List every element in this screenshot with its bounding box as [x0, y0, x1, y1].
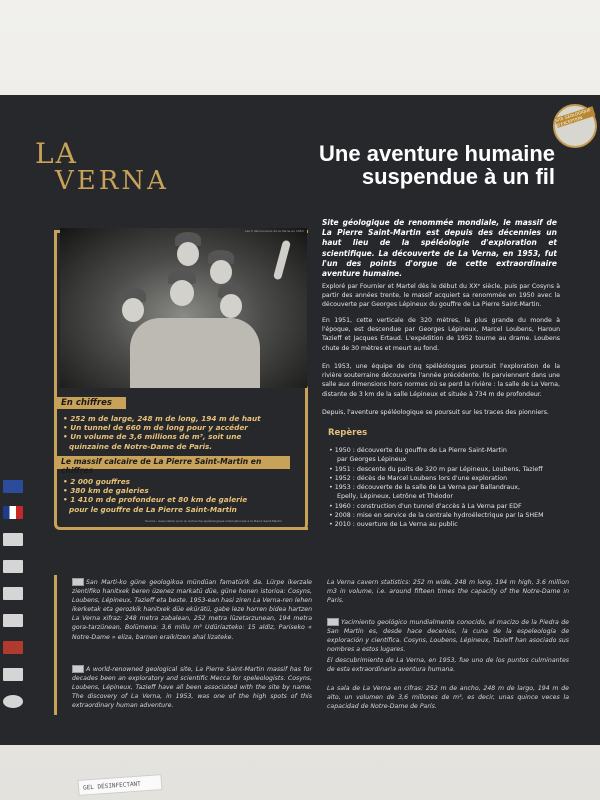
- basque-text: San Marti-ko güne geologikoa mündüan famatürik da. Lürpe ikerzale zientifiko hanitxek beren üzenez markatü düe, güne honen istorioa: Cosyns, Loubens, Lépineux, Tazieff eta beste. 1953-ean hasi ziren La Verna-ren lehen ikerketak eta gerozkik hanitxek düe ekürätü, gabe leze horren bidea hartzen La Verna xifraz: 248 metra zabalean, 252 metra lüzetarzunean, 194 metra gora-tarzünean, Bolümena: 3,6 miliu m³ Udüriazteko: 15 aldiz, Pariseko « Notre-Dame » eliza, barnen eraikitzen ahal lizateke.: [72, 579, 312, 641]
- stat-item: • Un tunnel de 660 m de long pour y accéder: [63, 423, 248, 433]
- logo-line1: LA: [35, 137, 78, 170]
- partner-logo-icon: [3, 668, 23, 681]
- explorers-photo: [60, 228, 307, 388]
- la-verna-logo: [35, 137, 169, 196]
- gold-divider: [54, 575, 57, 715]
- partner-logo-icon: [3, 587, 23, 600]
- gold-frame-right: [290, 383, 308, 530]
- logo-line2: VERNA: [55, 166, 169, 196]
- massif-heading: Le massif calcaire de La Pierre Saint-Martin en chiffres: [56, 456, 290, 469]
- stat-item: • 252 m de large, 248 m de long, 194 m de haut: [63, 414, 261, 423]
- disinfectant-sign: GEL DÉSINFECTANT: [78, 774, 163, 796]
- reperes-heading: Repères: [328, 428, 368, 438]
- repere-item: • 1960 : construction d'un tunnel d'accès à La Verna par EDF: [329, 502, 522, 510]
- repere-item: Epelly, Lépineux, Letrône et Théodor: [337, 493, 453, 501]
- lead-paragraph: Site géologique de renommée mondiale, le massif de La Pierre Saint-Martin est depuis des décennies un haut lieu de la spéléologie d'exploration et scientifique. La découverte de La Verna, en 1953, fut l'un des points d'orgue de cette extraordinaire aventure humaine.: [322, 218, 557, 279]
- repere-item: • 1952 : décès de Marcel Loubens lors d'une exploration: [329, 474, 508, 482]
- spanish-text: Yacimiento geológico mundialmente conocido, el macizo de la Piedra de San Martín es, desde hace decenios, la cuna de la espeleología de exploración y científica. Cosyns, Loubens, Lépineux, Tazieff han asociado sus nombres a estos lugares.: [327, 619, 569, 654]
- basque-flag-icon: [72, 578, 84, 586]
- eu-flag-icon: [3, 480, 23, 493]
- title-line2: suspendue à un fil: [361, 164, 555, 189]
- title-line1: Une aventure humaine: [319, 141, 555, 166]
- en-chiffres-heading: En chiffres: [56, 397, 126, 409]
- repere-item: • 1953 : découverte de la salle de La Verna par Ballandraux,: [329, 484, 520, 492]
- paragraph-2: En 1951, cette verticale de 320 mètres, la plus grande du monde à l'époque, est descendue par Georges Lépineux, Marcel Loubens, Haroun Tazieff et Jacques Ertaud. L'expédition de 1952 tourne au drame. Loubens chute de 30 mètres et meurt au fond.: [322, 317, 560, 352]
- stat-item: quinzaine de Notre-Dame de Paris.: [69, 441, 213, 451]
- paragraph-3: En 1953, une équipe de cinq spéléologues poursuit l'exploration de la rivière souterraine découverte l'année précédente. Ils parviennent dans une salle aux dimensions hors normes où se perd la rivière : la salle de La Verna, distante de 3 km de la salle Lépineux et située à 734 m de profondeur.: [322, 363, 560, 398]
- en-chiffres-list: [63, 414, 261, 451]
- photo-caption: Les 5 découvreurs de la Verna en 1953: [245, 229, 304, 233]
- partner-logo-icon: [3, 614, 23, 627]
- repere-item: • 1950 : découverte du gouffre de La Pierre Saint-Martin: [329, 447, 507, 454]
- repere-item: • 2010 : ouverture de La Verna au public: [329, 521, 458, 529]
- partner-logo-icon: [3, 560, 23, 573]
- english-text: A world-renowned geological site, La Pierre Saint-Martin massif has for decades been an exploratory and scientific Mecca for speleologists. Cosyns, Loubens, Lépineux, Tazieff have all been associated with the site by name. The discovery of La Verna, in 1953, was one of the high spots of this extraordinary human adventure.: [72, 666, 312, 710]
- seal-ribbon: SITE GÉOLOGIQUE D'EXCEPTION: [554, 106, 595, 128]
- uk-flag-icon: [72, 665, 84, 673]
- panel-title: [275, 142, 555, 188]
- repere-item: • 2008 : mise en service de la centrale hydroélectrique par la SHEM: [329, 512, 544, 520]
- partner-logo-icon: [3, 533, 23, 546]
- spanish-stats: La sala de La Verna en cifras: 252 m de ancho, 248 m de largo, 194 m de alto, un volumen de 3,6 millones de m³, es decir, unas quince veces la capacidad de Notre-Dame de París.: [327, 685, 569, 711]
- repere-item: par Georges Lépineux: [337, 456, 407, 464]
- massif-source: Source : Association pour la recherche spéléologique internationale à la Pierre Saint-Martin: [145, 519, 282, 523]
- massif-item: • 1 410 m de profondeur et 80 km de galerie: [63, 495, 248, 505]
- english-stats: La Verna cavern statistics: 252 m wide, 248 m long, 194 m high, 3.6 million m3 in volume, i.e. around fifteen times the capacity of the Notre-Dame in Paris.: [327, 579, 569, 605]
- massif-item: pour le gouffre de La Pierre Saint-Martin: [69, 504, 237, 514]
- spanish-flag-icon: [327, 618, 339, 626]
- spanish-text-2: El descubrimiento de La Verna, en 1953, fue uno de los puntos culminantes de esta extraordinaria aventura humana.: [327, 657, 569, 674]
- massif-item: • 380 km de galeries: [63, 486, 149, 496]
- massif-list: [63, 477, 247, 514]
- partner-logo-icon: [3, 641, 23, 654]
- stat-item: • Un volume de 3,6 millions de m³, soit une: [63, 432, 242, 442]
- paragraph-1: Exploré par Fournier et Martel dès le début du XXᵉ siècle, puis par Cosyns à partir des années trente, le massif acquiert sa renommée en 1950 avec la découverte par Georges Lépineux du gouffre de La Pierre Saint-Martin.: [322, 283, 560, 309]
- reperes-list: [329, 446, 569, 530]
- massif-item: • 2 000 gouffres: [63, 477, 130, 486]
- repere-item: • 1951 : descente du puits de 320 m par Lépineux, Loubens, Tazieff: [329, 465, 543, 473]
- french-flag-icon: [3, 506, 23, 519]
- partner-logo-icon: [3, 695, 23, 708]
- paragraph-4: Depuis, l'aventure spéléologique se poursuit sur les traces des pionniers.: [322, 409, 549, 416]
